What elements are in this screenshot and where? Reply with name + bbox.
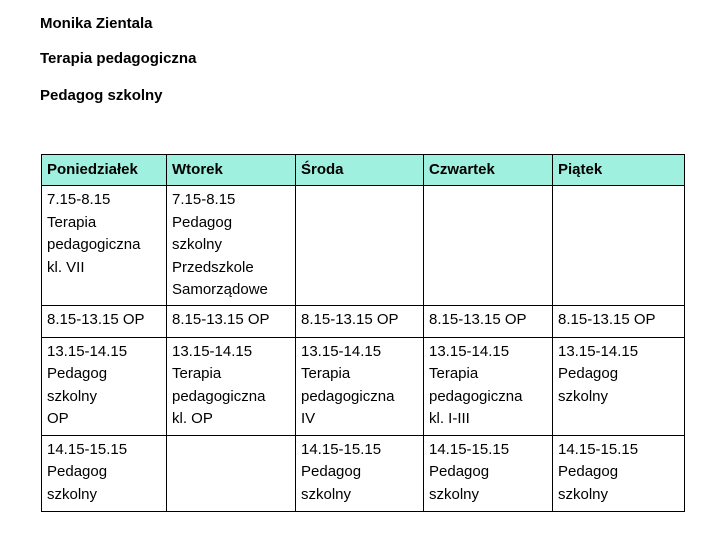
schedule-cell-friday xyxy=(553,337,685,435)
cell-text-line: Pedagog xyxy=(47,463,108,480)
cell-text-line: OP xyxy=(47,410,69,427)
schedule-cell-wednesday xyxy=(296,186,424,306)
schedule-cell-tuesday xyxy=(167,186,296,306)
cell-text-line: Samorządowe xyxy=(172,281,268,298)
day-header-tuesday: Wtorek xyxy=(167,155,296,186)
cell-text-line: Terapia xyxy=(47,213,97,231)
schedule-cell-tuesday xyxy=(167,435,296,511)
day-header-wednesday: Środa xyxy=(296,155,424,186)
schedule-cell-monday xyxy=(42,186,167,306)
schedule-cell-tuesday xyxy=(167,337,296,435)
cell-text-line: 14.15-15.15 xyxy=(47,440,128,458)
cell-text-line: 8.15-13.15 OP xyxy=(429,310,527,328)
cell-text-line: szkolny xyxy=(47,387,98,405)
cell-text-line: kl. I-III xyxy=(429,410,470,427)
cell-text-line: pedagogiczna xyxy=(429,387,523,405)
cell-text-line: szkolny xyxy=(558,387,609,405)
header-row xyxy=(42,155,685,186)
role-therapy: Terapia pedagogiczna xyxy=(40,50,197,67)
schedule-cell-tuesday xyxy=(167,305,296,337)
table-row xyxy=(42,435,685,511)
schedule-cell-friday xyxy=(553,186,685,306)
cell-text-line: 14.15-15.15 xyxy=(558,440,639,458)
cell-text-line: IV xyxy=(301,410,316,427)
cell-text-line: pedagogiczna xyxy=(301,387,395,405)
cell-text-line: kl. VII xyxy=(47,258,85,276)
schedule-body xyxy=(42,186,685,512)
teacher-name: Monika Zientala xyxy=(40,15,153,32)
cell-text-line: 8.15-13.15 OP xyxy=(301,310,399,328)
schedule-cell-monday xyxy=(42,337,167,435)
cell-text-line: 13.15-14.15 xyxy=(558,342,639,360)
cell-text-line: 8.15-13.15 OP xyxy=(558,310,656,328)
schedule-cell-thursday xyxy=(424,337,553,435)
cell-text-line: pedagogiczna xyxy=(172,387,266,405)
cell-text-line: Pedagog xyxy=(47,365,108,382)
schedule-cell-wednesday xyxy=(296,435,424,511)
cell-text-line: Terapia xyxy=(429,365,479,382)
schedule-table xyxy=(41,154,685,512)
cell-text-line: Pedagog xyxy=(429,463,490,480)
cell-text-line: Pedagog xyxy=(558,365,619,382)
cell-text-line: Terapia xyxy=(301,365,351,382)
cell-text-line: szkolny xyxy=(47,485,98,503)
day-header-friday: Piątek xyxy=(553,155,685,186)
cell-text-line: Pedagog xyxy=(172,213,233,231)
cell-text-line: 7.15-8.15 xyxy=(172,191,236,208)
table-row xyxy=(42,186,685,306)
day-header-thursday: Czwartek xyxy=(424,155,553,186)
cell-text-line: 8.15-13.15 OP xyxy=(172,310,270,328)
cell-text-line: 8.15-13.15 OP xyxy=(47,310,145,328)
cell-text-line: 13.15-14.15 xyxy=(429,342,510,360)
cell-text-line: 13.15-14.15 xyxy=(47,342,128,360)
cell-text-line: Terapia xyxy=(172,365,222,382)
schedule-cell-friday xyxy=(553,435,685,511)
schedule-cell-wednesday xyxy=(296,337,424,435)
cell-text-line: 14.15-15.15 xyxy=(301,440,382,458)
schedule-cell-wednesday xyxy=(296,305,424,337)
cell-text-line: Pedagog xyxy=(301,463,362,480)
cell-text-line: 13.15-14.15 xyxy=(172,342,253,360)
schedule-cell-thursday xyxy=(424,186,553,306)
cell-text-line: Pedagog xyxy=(558,463,619,480)
schedule-cell-monday xyxy=(42,435,167,511)
cell-text-line: 7.15-8.15 xyxy=(47,191,111,208)
schedule-cell-friday xyxy=(553,305,685,337)
cell-text-line: 13.15-14.15 xyxy=(301,342,382,360)
cell-text-line: Przedszkole xyxy=(172,258,254,276)
role-school-pedagogue: Pedagog szkolny xyxy=(40,87,163,104)
day-header-monday: Poniedziałek xyxy=(42,155,167,186)
cell-text-line: szkolny xyxy=(172,236,223,253)
table-row xyxy=(42,305,685,337)
schedule-header xyxy=(42,155,685,186)
cell-text-line: pedagogiczna xyxy=(47,236,141,253)
cell-text-line: szkolny xyxy=(558,485,609,503)
cell-text-line: szkolny xyxy=(301,485,352,503)
cell-text-line: kl. OP xyxy=(172,410,213,427)
schedule-cell-monday xyxy=(42,305,167,337)
table-row xyxy=(42,337,685,435)
schedule-cell-thursday xyxy=(424,435,553,511)
schedule-cell-thursday xyxy=(424,305,553,337)
cell-text-line: 14.15-15.15 xyxy=(429,440,510,458)
cell-text-line: szkolny xyxy=(429,485,480,503)
